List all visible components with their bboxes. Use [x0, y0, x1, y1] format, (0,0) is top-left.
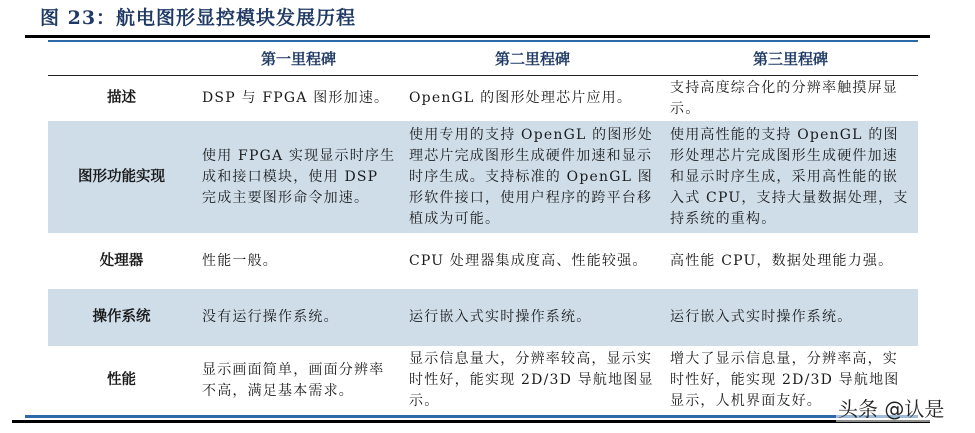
header-milestone-2: 第二里程碑: [494, 50, 570, 68]
row-label: 处理器: [99, 252, 144, 269]
cell-text: 运行嵌入式实时操作系统。: [409, 309, 592, 325]
row-label: 操作系统: [92, 309, 151, 325]
row-label: 图形功能实现: [78, 168, 165, 185]
cell-text: 显示信息量大，分辨率较高，显示实时性好，能实现 2D/3D 导航地图显示。: [409, 351, 654, 409]
milestone-table: [48, 42, 918, 415]
row-label: 描述: [107, 90, 136, 106]
table-row-description: [48, 76, 918, 121]
table-row-graphics-function: [48, 121, 918, 233]
bottom-blue-rule: [25, 415, 918, 418]
cell-text: 运行嵌入式实时操作系统。: [670, 309, 853, 325]
table-header-row: [48, 42, 918, 76]
header-empty: [48, 42, 195, 75]
table-cell: [195, 121, 402, 233]
row-label: 性能: [107, 372, 136, 388]
cell-text: 使用高性能的支持 OpenGL 的图形处理芯片完成图形生成硬件加速和显示时序生成，采用高性能的嵌入式 CPU，支持大量数据处理，支持系统的重构。: [670, 126, 909, 227]
header-milestone-3: 第三里程碑: [752, 50, 828, 68]
cell-text: 增大了显示信息量，分辨率高，实时性好，能实现 2D/3D 导航地图显示，人机界面友好。: [670, 351, 900, 409]
table-cell: [663, 233, 918, 289]
table-cell: [195, 233, 402, 289]
cell-text: 没有运行操作系统。: [202, 309, 339, 325]
table-cell: [663, 76, 918, 121]
table-row-processor: [48, 233, 918, 289]
cell-text: OpenGL 的图形处理芯片应用。: [409, 90, 633, 106]
table-cell: [195, 346, 402, 415]
top-black-rule: [25, 35, 930, 38]
cell-text: 高性能 CPU，数据处理能力强。: [670, 252, 894, 269]
cell-text: 使用 FPGA 实现显示时序生成和接口模块，使用 DSP 完成主要图形命令加速。: [202, 147, 396, 206]
table-cell: [663, 121, 918, 233]
table-row-operating-system: [48, 289, 918, 346]
bottom-black-rule-full: [25, 420, 930, 423]
table-cell: [402, 346, 663, 415]
cell-text: 支持高度综合化的分辨率触摸屏显示。: [670, 79, 898, 117]
cell-text: DSP 与 FPGA 图形加速。: [202, 90, 390, 106]
cell-text: 显示画面简单，画面分辨率不高，满足基本需求。: [202, 361, 385, 399]
header-milestone-1: 第一里程碑: [260, 50, 336, 68]
table-cell: [402, 121, 663, 233]
table-cell: [402, 289, 663, 346]
cell-text: 使用专用的支持 OpenGL 的图形处理芯片完成图形生成硬件加速和显示时序生成。支持标准的 OpenGL 图形软件接口，使用户程序的跨平台移植成为可能。: [409, 126, 653, 227]
table-cell: [195, 289, 402, 346]
table-row-performance: [48, 346, 918, 415]
table-cell: [195, 76, 402, 121]
table-cell: [402, 76, 663, 121]
watermark-text: 头条 @认是: [836, 393, 946, 422]
table-cell: [402, 233, 663, 289]
cell-text: CPU 处理器集成度高、性能较强。: [409, 252, 648, 269]
figure-title: 图 23：航电图形显控模块发展历程: [40, 7, 357, 29]
table-cell: [663, 289, 918, 346]
cell-text: 性能一般。: [202, 252, 278, 269]
